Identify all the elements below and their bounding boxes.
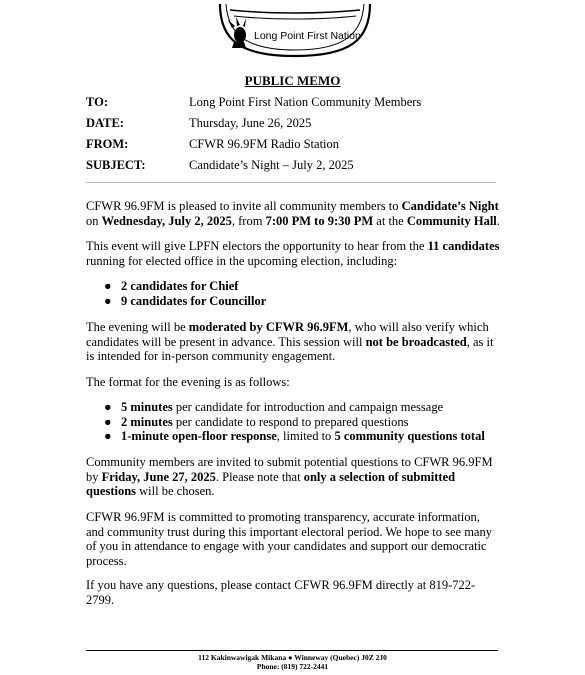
bullet-icon: ● xyxy=(104,429,112,443)
candidate-list xyxy=(104,279,504,308)
subject-value: Candidate’s Night – July 2, 2025 xyxy=(189,158,354,172)
contact-paragraph: If you have any questions, please contact CFWR 96.9FM directly at 819-722-2799. xyxy=(86,578,476,607)
logo-text: Long Point First Nation xyxy=(254,30,361,42)
list-item: ● 1-minute open-floor response, limited to 5 community questions total xyxy=(104,429,485,443)
date-label: DATE: xyxy=(86,116,124,130)
electors-paragraph: This event will give LPFN electors the opportunity to hear from the 11 candidates running for elected office in the upcoming election, including: xyxy=(86,239,500,268)
bullet-icon: ● xyxy=(104,279,112,293)
list-item: ● 9 candidates for Councillor xyxy=(104,293,267,308)
list-item: ● 5 minutes per candidate for introduction and campaign message xyxy=(104,400,444,414)
subject-label: SUBJECT: xyxy=(86,158,146,172)
header-divider xyxy=(86,182,496,183)
invitation-paragraph: CFWR 96.9FM is pleased to invite all community members to Candidate’s Night on Wednesday, July 2, 2025, from 7:00 PM to 9:30 PM at the Community Hall. xyxy=(86,199,500,228)
memo-title: PUBLIC MEMO xyxy=(244,73,341,88)
footer-divider xyxy=(86,650,498,651)
list-item: ● 2 candidates for Chief xyxy=(104,279,239,293)
long-point-first-nation-logo xyxy=(210,0,380,62)
moderation-paragraph: The evening will be moderated by CFWR 96.9FM, who will also verify which candidates will be present in advance. This session will not be broadcasted, as it is intended for in-person community engagement. xyxy=(86,320,494,363)
format-list xyxy=(104,400,504,444)
to-value: Long Point First Nation Community Members xyxy=(189,95,422,109)
bullet-icon: ● xyxy=(104,293,112,308)
list-item: ● 2 minutes per candidate to respond to prepared questions xyxy=(104,414,409,429)
from-value: CFWR 96.9FM Radio Station xyxy=(189,137,340,151)
format-intro-paragraph: The format for the evening is as follows: xyxy=(86,375,290,389)
to-label: TO: xyxy=(86,95,108,109)
from-label: FROM: xyxy=(86,137,129,151)
commitment-paragraph: CFWR 96.9FM is committed to promoting transparency, accurate information, and community trust during this important electoral period. We hope to see many of you in attendance to engage with your candidates and support our democratic process. xyxy=(86,510,492,568)
footer-phone: Phone: (819) 722-2441 xyxy=(256,662,329,671)
questions-paragraph: Community members are invited to submit potential questions to CFWR 96.9FM by Friday, June 27, 2025. Please note that only a selection of submitted questions will be chosen. xyxy=(86,455,493,498)
date-value: Thursday, June 26, 2025 xyxy=(189,116,312,130)
bullet-icon: ● xyxy=(104,400,112,414)
bullet-icon: ● xyxy=(104,414,112,429)
footer-address: 112 Kakinwawigak Mikana ● Winneway (Quebec) J0Z 2J0 xyxy=(198,653,387,662)
